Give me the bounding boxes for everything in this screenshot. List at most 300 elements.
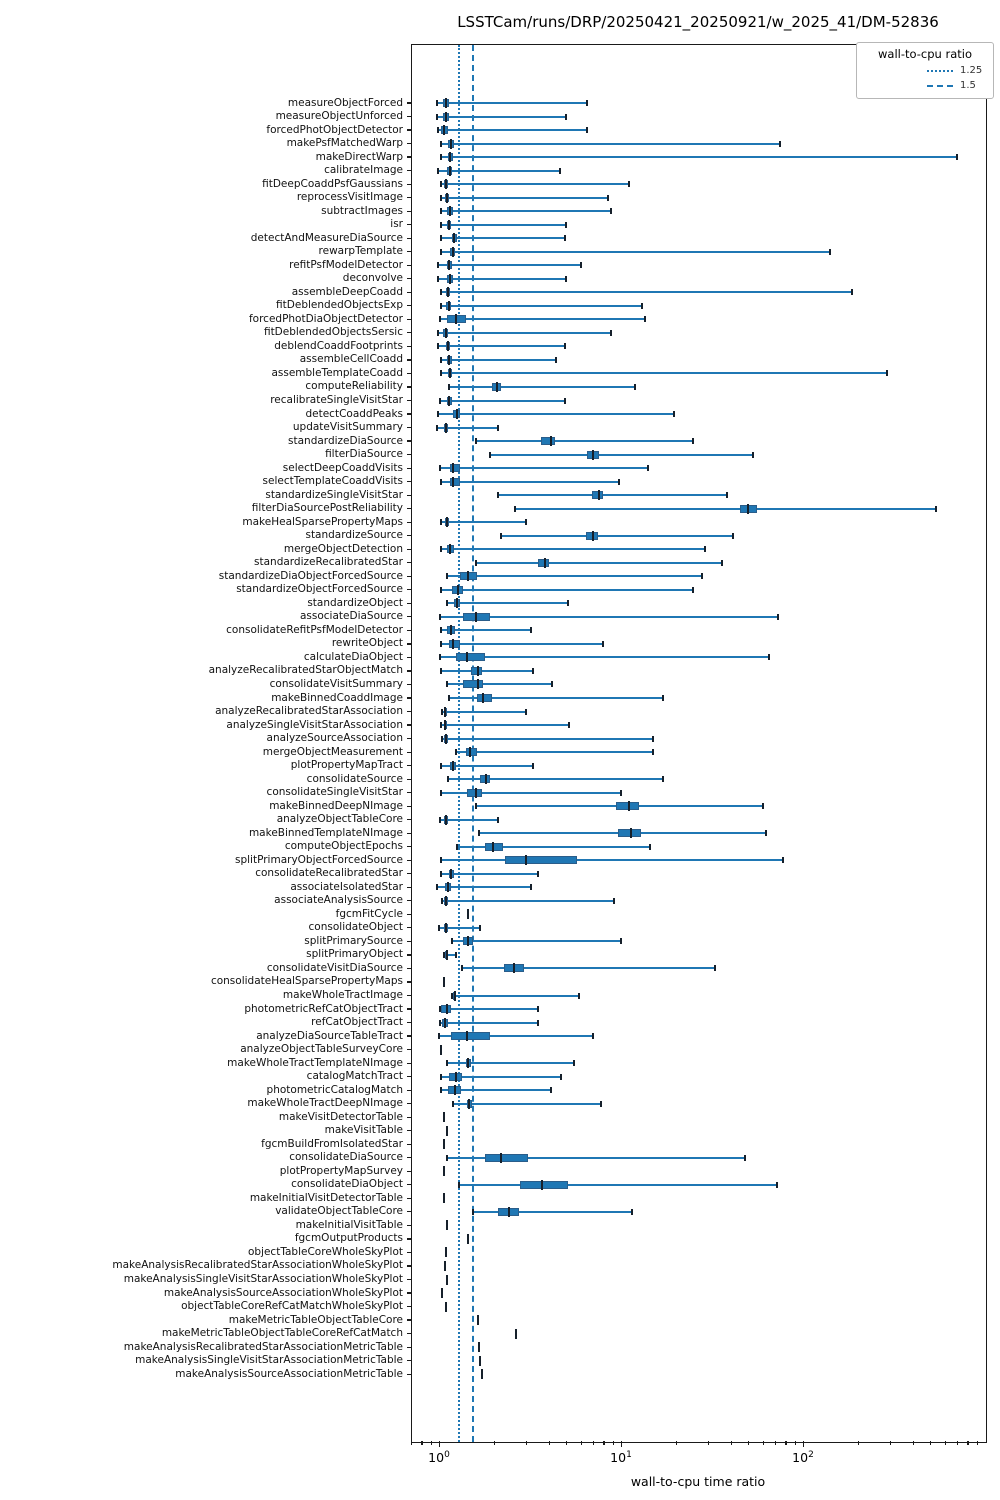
whisker-cap-low [451,993,453,999]
median-line [447,882,449,892]
whisker-cap-low [439,465,441,471]
y-tick [407,305,411,306]
whisker-cap-high [886,370,888,376]
whisker-cap-low [440,154,442,160]
whisker-cap-low [458,1182,460,1188]
whisker-cap-high [641,303,643,309]
y-tick [407,1008,411,1009]
whisker-cap-high [752,452,754,458]
y-tick-label: makeMetricTableObjectTableCoreRefCatMatch [161,1327,403,1340]
whisker-cap-high [644,316,646,322]
y-tick [407,116,411,117]
iqr-box [485,1154,529,1162]
whisker-cap-high [631,1209,633,1215]
y-tick [407,643,411,644]
whisker-line [440,400,565,402]
legend [856,42,994,99]
whisker-cap-high [532,763,534,769]
y-tick [407,1374,411,1375]
whisker-line [441,156,957,158]
whisker-cap-high [620,790,622,796]
whisker-cap-low [440,1087,442,1093]
whisker-cap-high [525,519,527,525]
whisker-cap-high [762,803,764,809]
legend-entry-1.25 [866,63,984,78]
y-tick [407,413,411,414]
x-minor-tick [566,1441,567,1445]
y-tick-label: analyzeObjectTableSurveyCore [240,1043,403,1056]
whisker-line [438,264,580,266]
whisker-line [449,386,636,388]
y-tick-label: consolidateDiaObject [291,1178,403,1191]
whisker-cap-low [439,614,441,620]
median-line [467,1234,469,1244]
y-tick-label: photometricCatalogMatch [266,1083,403,1096]
y-tick [407,468,411,469]
whisker-cap-high [704,546,706,552]
median-line [445,734,447,744]
whisker-cap-low [438,925,440,931]
y-tick-label: makeWholeTractDeepNImage [247,1097,403,1110]
median-line [443,1193,445,1203]
x-minor-tick [581,1441,582,1445]
median-line [598,490,600,500]
y-tick-label: makeAnalysisSingleVisitStarAssociationMetricTable [135,1354,403,1367]
whisker-cap-high [497,817,499,823]
y-tick-label: calculateDiaObject [303,650,403,663]
median-line [443,1112,445,1122]
x-minor-tick [967,1441,968,1445]
whisker-cap-low [440,249,442,255]
x-minor-tick [613,1441,614,1445]
median-line [443,1166,445,1176]
y-tick-label: standardizeDiaSource [288,434,403,447]
y-tick-label: associateIsolatedStar [290,880,403,893]
whisker-cap-low [436,114,438,120]
whisker-cap-low [446,1060,448,1066]
median-line [496,382,498,392]
y-tick-label: deblendCoaddFootprints [274,339,403,352]
median-line [466,652,468,662]
whisker-cap-low [456,844,458,850]
whisker-cap-low [461,965,463,971]
whisker-line [453,1103,601,1105]
y-tick-label: assembleTemplateCoadd [271,366,403,379]
y-tick [407,670,411,671]
x-minor-tick [945,1441,946,1445]
whisker-cap-low [440,195,442,201]
whisker-cap-high [565,222,567,228]
y-tick [407,846,411,847]
whisker-cap-low [440,627,442,633]
y-tick [407,968,411,969]
median-line [456,409,458,419]
whisker-cap-low [440,303,442,309]
y-tick-label: selectDeepCoaddVisits [282,461,403,474]
median-line [457,585,459,595]
y-tick [407,1103,411,1104]
x-minor-tick [526,1441,527,1445]
y-tick [407,576,411,577]
median-line [444,720,446,730]
y-tick [407,589,411,590]
median-line [747,504,749,514]
median-line [440,1045,442,1055]
y-tick [407,1076,411,1077]
y-tick-label: makeVisitDetectorTable [278,1110,403,1123]
whisker-line [441,143,781,145]
median-line [508,1207,510,1217]
y-tick [407,1347,411,1348]
whisker-line [456,751,653,753]
whisker-cap-high [782,857,784,863]
median-line [446,950,448,960]
whisker-cap-high [662,776,664,782]
median-line [467,571,469,581]
y-tick [407,995,411,996]
x-minor-tick [494,1441,495,1445]
median-line [445,179,447,189]
y-tick [407,143,411,144]
whisker-line [441,670,534,672]
y-tick-label: assembleCellCoadd [299,353,403,366]
whisker-cap-high [564,343,566,349]
whisker-line [441,251,830,253]
median-line [445,98,447,108]
whisker-cap-low [475,803,477,809]
y-tick-label: standardizeDiaObjectForcedSource [218,569,403,582]
median-line [452,639,454,649]
median-line [445,923,447,933]
y-tick [407,495,411,496]
y-tick-label: standardizeSource [305,529,403,542]
median-line [477,1315,479,1325]
whisker-cap-low [446,681,448,687]
y-tick-label: analyzeDiaSourceTableTract [256,1029,403,1042]
y-tick-label: makeBinnedCoaddImage [271,691,403,704]
median-line [445,815,447,825]
whisker-cap-high [607,195,609,201]
median-line [444,707,446,717]
y-tick [407,860,411,861]
y-tick [407,1022,411,1023]
whisker-cap-high [726,492,728,498]
y-tick-label: analyzeSingleVisitStarAssociation [226,718,403,731]
whisker-cap-low [437,343,439,349]
whisker-line [452,940,621,942]
y-tick-label: consolidateDiaSource [289,1151,403,1164]
median-line [455,314,457,324]
y-tick [407,779,411,780]
whisker-cap-low [451,938,453,944]
y-tick-label: consolidateHealSparsePropertyMaps [210,975,403,988]
y-tick [407,359,411,360]
median-line [453,233,455,243]
whisker-line [441,305,642,307]
x-minor-tick [593,1441,594,1445]
whisker-cap-low [438,1033,440,1039]
y-tick [407,400,411,401]
whisker-line [438,278,566,280]
y-tick-label: analyzeRecalibratedStarAssociation [215,705,403,718]
whisker-line [440,1008,538,1010]
whisker-cap-high [592,1033,594,1039]
y-tick [407,1265,411,1266]
whisker-cap-high [537,871,539,877]
median-line [467,1058,469,1068]
y-tick-label: computeReliability [305,380,403,393]
median-line [630,828,632,838]
y-tick [407,724,411,725]
whisker-cap-low [440,871,442,877]
whisker-cap-high [479,925,481,931]
median-line [452,761,454,771]
whisker-cap-high [613,898,615,904]
median-line [477,666,479,676]
y-tick-label: makeDirectWarp [315,150,403,163]
y-tick-label: makeAnalysisSourceAssociationMetricTable [175,1367,403,1380]
median-line [447,287,449,297]
y-tick-label: consolidateVisitDiaSource [266,961,403,974]
y-tick-label: fitDeblendedObjectsSersic [263,326,403,339]
whisker-line [476,562,722,564]
whisker-line [441,291,852,293]
y-tick [407,251,411,252]
whisker-cap-high [744,1155,746,1161]
whisker-cap-high [777,614,779,620]
whisker-cap-high [564,235,566,241]
y-tick [407,833,411,834]
y-tick-label: forcedPhotDiaObjectDetector [248,312,403,325]
whisker-line [442,900,614,902]
y-tick-label: makeInitialVisitDetectorTable [249,1191,403,1204]
whisker-cap-high [580,262,582,268]
whisker-cap-high [537,1020,539,1026]
whisker-line [438,413,674,415]
whisker-line [441,481,619,483]
y-tick-label: detectAndMeasureDiaSource [250,231,403,244]
chart-title: LSSTCam/runs/DRP/20250421_20250921/w_2025_41/DM-52836 [457,13,939,31]
x-axis-label: wall-to-cpu time ratio [630,1474,766,1489]
whisker-line [440,1022,538,1024]
whisker-cap-high [692,587,694,593]
whisker-line [441,873,538,875]
y-tick-label: consolidateObject [308,921,403,934]
iqr-box [449,640,459,648]
y-tick [407,224,411,225]
y-tick [407,873,411,874]
y-tick [407,549,411,550]
y-tick-label: refCatObjectTract [311,1016,403,1029]
whisker-line [438,170,559,172]
whisker-cap-low [440,370,442,376]
y-tick [407,332,411,333]
y-tick-label: subtractImages [321,204,403,217]
median-line [445,1247,447,1257]
whisker-cap-high [550,1087,552,1093]
median-line [448,355,450,365]
y-tick [407,535,411,536]
whisker-cap-low [440,546,442,552]
legend-line-sample-dotted [927,70,953,72]
y-tick [407,1090,411,1091]
median-line [449,152,451,162]
whisker-cap-low [440,641,442,647]
y-tick [407,752,411,753]
whisker-cap-low [440,479,442,485]
median-line [481,1369,483,1379]
x-minor-tick [708,1441,709,1445]
whisker-cap-low [446,573,448,579]
x-minor-tick [731,1441,732,1445]
median-line [449,166,451,176]
whisker-cap-high [732,533,734,539]
y-tick [407,562,411,563]
whisker-cap-high [586,127,588,133]
y-tick-label: calibrateImage [324,164,403,177]
y-tick-label: fgcmBuildFromIsolatedStar [261,1137,403,1150]
y-tick-label: photometricRefCatObjectTract [244,1002,403,1015]
median-line [445,423,447,433]
y-tick-label: detectCoaddPeaks [305,407,403,420]
whisker-line [462,967,716,969]
median-line [525,855,527,865]
reference-line-1.5 [472,45,474,1442]
median-line [467,909,469,919]
x-major-tick [803,1441,804,1447]
y-tick-label: filterDiaSource [325,448,403,461]
y-tick [407,346,411,347]
median-line [446,1220,448,1230]
whisker-cap-high [779,141,781,147]
y-tick-label: reprocessVisitImage [296,191,403,204]
median-line [446,517,448,527]
iqr-box [463,680,483,688]
y-tick [407,1130,411,1131]
x-tick-label: $10^1$ [610,1450,632,1466]
iqr-box [456,653,485,661]
whisker-cap-high [578,993,580,999]
whisker-cap-low [437,411,439,417]
whisker-cap-high [652,749,654,755]
whisker-line [441,237,565,239]
iqr-box [520,1181,567,1189]
y-tick-label: makePsfMatchedWarp [286,137,403,150]
whisker-cap-low [439,1006,441,1012]
whisker-cap-high [610,330,612,336]
whisker-cap-high [618,479,620,485]
whisker-cap-low [439,398,441,404]
whisker-line [438,345,564,347]
whisker-cap-low [440,289,442,295]
x-minor-tick [913,1441,914,1445]
y-tick-label: objectTableCoreWholeSkyPlot [247,1245,403,1258]
whisker-cap-low [439,1020,441,1026]
whisker-cap-low [436,100,438,106]
whisker-line [441,548,706,550]
median-line [550,436,552,446]
x-minor-tick [549,1441,550,1445]
whisker-cap-high [532,668,534,674]
y-tick [407,914,411,915]
whisker-cap-high [628,181,630,187]
iqr-box [466,748,477,756]
median-line [449,274,451,284]
y-tick [407,1279,411,1280]
median-line [445,1302,447,1312]
median-line [443,977,445,987]
whisker-line [442,711,526,713]
y-tick-label: fitDeblendedObjectsExp [276,299,403,312]
median-line [475,788,477,798]
y-tick [407,278,411,279]
median-line [592,450,594,460]
y-tick [407,211,411,212]
y-tick-label: associateDiaSource [299,610,403,623]
y-tick [407,900,411,901]
legend-entry-label: 1.5 [960,80,976,91]
y-tick-label: rewarpTemplate [318,245,403,258]
whisker-line [441,224,567,226]
median-line [469,747,471,757]
whisker-cap-high [714,965,716,971]
whisker-line [438,332,611,334]
y-tick-label: assembleDeepCoadd [291,285,403,298]
median-line [592,531,594,541]
whisker-line [447,602,568,604]
y-tick-label: objectTableCoreRefCatMatchWholeSkyPlot [181,1300,403,1313]
whisker-cap-high [568,722,570,728]
whisker-cap-low [440,357,442,363]
whisker-cap-low [514,506,516,512]
whisker-line [441,359,557,361]
y-tick [407,1144,411,1145]
y-tick-label: analyzeObjectTableCore [276,813,403,826]
whisker-line [490,454,753,456]
y-tick [407,1319,411,1320]
y-tick-label: fgcmOutputProducts [294,1232,403,1245]
y-tick [407,1035,411,1036]
median-line [445,896,447,906]
y-tick-label: standardizeObjectForcedSource [236,583,403,596]
whisker-line [441,643,604,645]
whisker-cap-low [446,1155,448,1161]
whisker-cap-high [537,1006,539,1012]
whisker-cap-low [489,452,491,458]
whisker-cap-low [497,492,499,498]
y-tick-label: consolidateVisitSummary [269,677,403,690]
median-line [443,125,445,135]
y-tick [407,1238,411,1239]
iqr-box [463,613,490,621]
y-tick [407,1063,411,1064]
y-tick [407,1211,411,1212]
whisker-cap-high [829,249,831,255]
y-tick-label: refitPsfModelDetector [289,258,403,271]
y-tick-label: selectTemplateCoaddVisits [262,475,403,488]
median-line [449,544,451,554]
whisker-cap-low [440,1074,442,1080]
plot-area [411,44,987,1443]
whisker-cap-low [440,208,442,214]
whisker-cap-high [692,438,694,444]
y-tick [407,1306,411,1307]
y-tick [407,156,411,157]
whisker-cap-high [721,560,723,566]
x-minor-tick [785,1441,786,1445]
x-minor-tick [890,1441,891,1445]
whisker-cap-high [530,627,532,633]
